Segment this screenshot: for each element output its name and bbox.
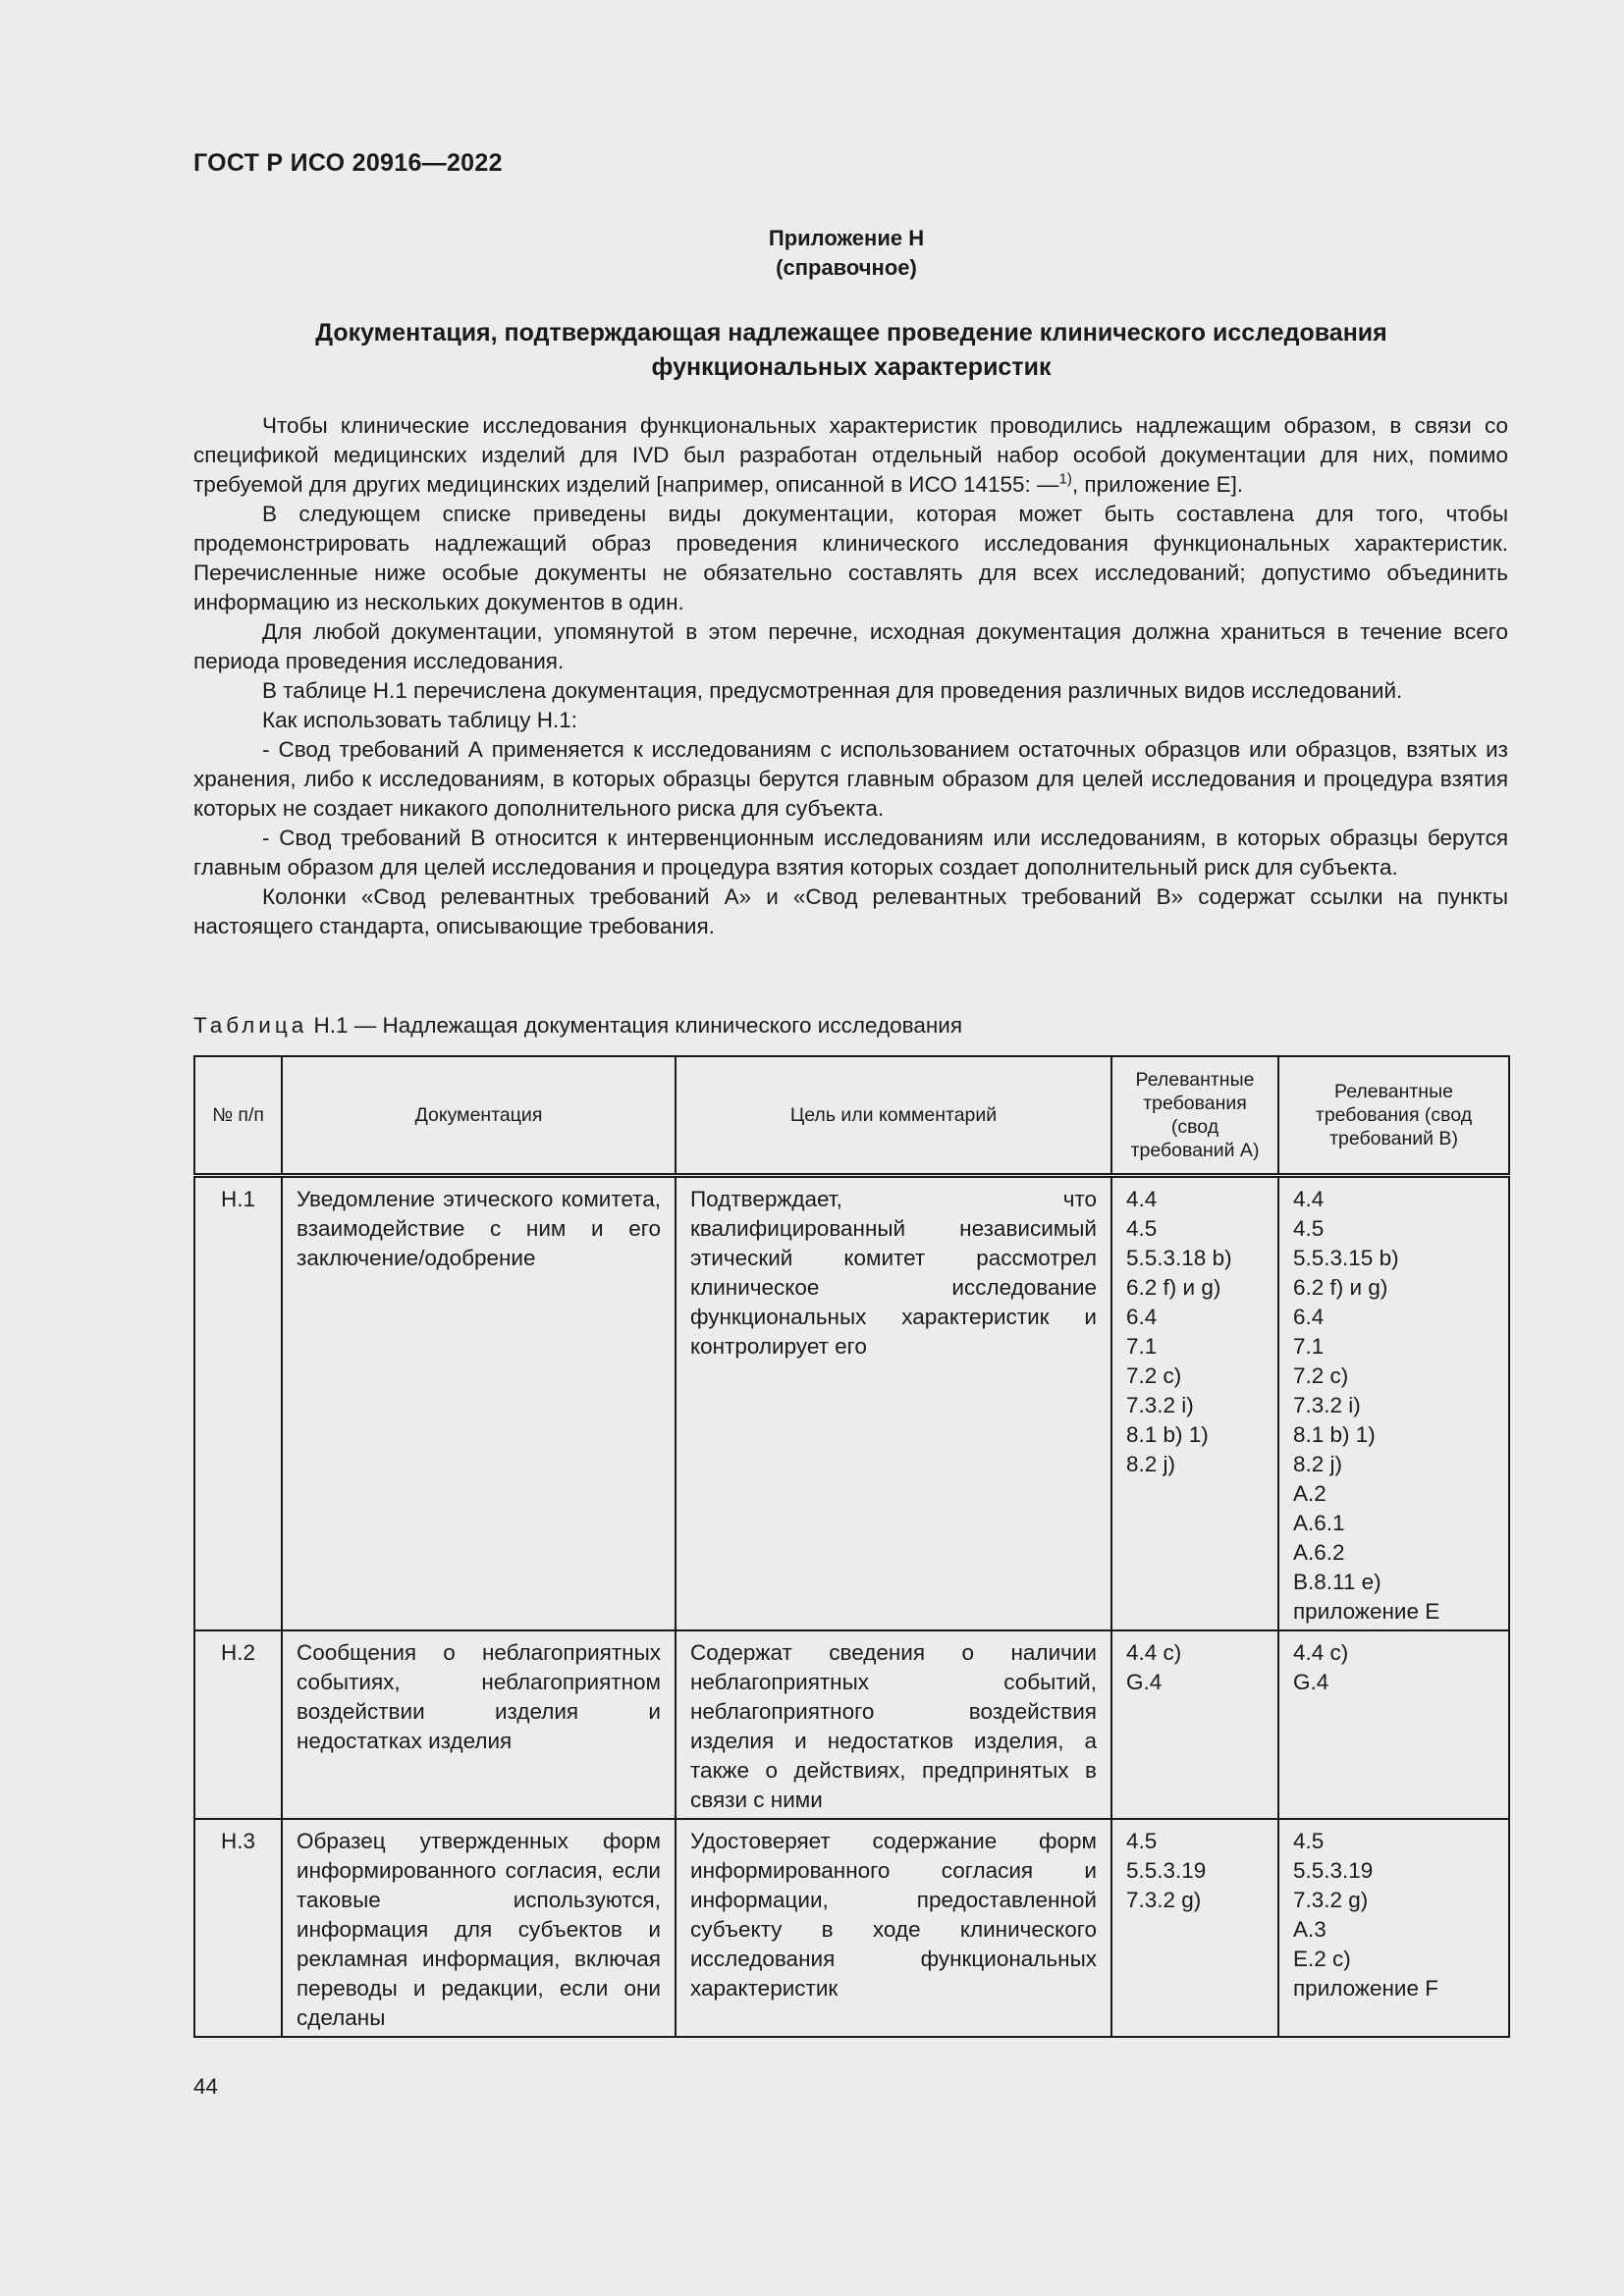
header-requirements-b: Релевантные требования (свод требований В) (1278, 1056, 1509, 1176)
table-header-row (194, 1056, 1509, 1176)
requirement-ref: 6.4 (1293, 1305, 1325, 1329)
appendix-heading (0, 224, 1624, 283)
row-requirements-a (1111, 1176, 1278, 1631)
paragraph: Колонки «Свод релевантных требований А» и «Свод релевантных требований В» содержат ссылки на пункты настоящего стандарта, описывающие требования. (193, 884, 1508, 938)
row-documentation: Сообщения о неблагоприятных событиях, неблагоприятном воздействии изделия и недостатках изделия (282, 1630, 676, 1819)
requirement-ref: 7.3.2 g) (1293, 1888, 1369, 1912)
requirement-ref: 7.3.2 g) (1126, 1888, 1202, 1912)
requirement-ref: 4.4 (1293, 1187, 1325, 1211)
footnote-ref: 1) (1058, 470, 1072, 488)
row-number: Н.2 (194, 1630, 282, 1819)
requirement-ref: 7.1 (1126, 1334, 1158, 1359)
table-caption (193, 1013, 962, 1039)
paragraph-text: , приложение Е]. (1071, 472, 1244, 497)
header-requirements-a: Релевантные требования (свод требований А) (1111, 1056, 1278, 1176)
requirement-ref: 8.1 b) 1) (1126, 1422, 1209, 1447)
paragraph: Для любой документации, упомянутой в этом перечне, исходная документация должна храниться в течение всего периода проведения исследования. (193, 619, 1508, 673)
table-caption-text: Н.1 — Надлежащая документация клинического исследования (313, 1013, 963, 1038)
requirement-ref: G.4 (1293, 1670, 1329, 1694)
requirement-ref: 4.5 (1126, 1216, 1158, 1241)
requirement-ref: 5.5.3.18 b) (1126, 1246, 1232, 1270)
requirement-ref: 7.3.2 i) (1293, 1393, 1361, 1417)
requirement-ref: 4.4 (1126, 1187, 1158, 1211)
paragraph: - Свод требований А применяется к исследованиям с использованием остаточных образцов или образцов, взятых из хранения, либо к исследованиям, в которых образцы берутся главным образом для целей исследования и процедура взятия которых не создает никакого дополнительного риска для субъекта. (193, 737, 1508, 821)
requirement-ref: 8.2 j) (1126, 1452, 1176, 1476)
table-body (194, 1176, 1509, 2038)
paragraph: В таблице Н.1 перечислена документация, предусмотренная для проведения различных видов исследований. (262, 678, 1403, 703)
requirement-ref: 4.5 (1293, 1829, 1325, 1853)
requirement-ref: 5.5.3.19 (1126, 1858, 1207, 1883)
row-purpose: Удостоверяет содержание форм информированного согласия и информации, предоставленной субъекту в ходе клинического исследования функциональных характеристик (676, 1819, 1111, 2037)
title-line-1: Документация, подтверждающая надлежащее проведение клинического исследования (315, 319, 1387, 347)
requirement-ref: 6.4 (1126, 1305, 1158, 1329)
requirement-ref: 4.5 (1126, 1829, 1158, 1853)
row-number: Н.1 (194, 1176, 282, 1631)
requirement-ref: 4.5 (1293, 1216, 1325, 1241)
requirement-ref: 6.2 f) и g) (1293, 1275, 1388, 1300)
requirement-ref: 8.2 j) (1293, 1452, 1343, 1476)
paragraph: В следующем списке приведены виды документации, которая может быть составлена для того, чтобы продемонстрировать надлежащий образ проведения клинического исследования функциональных характеристик. Перечисленные ниже особые документы не обязательно составлять для всех исследований; допустимо объединить информацию из нескольких документов в один. (193, 502, 1508, 614)
requirement-ref: 6.2 f) и g) (1126, 1275, 1221, 1300)
requirement-ref: E.2 c) (1293, 1947, 1351, 1971)
requirement-ref: A.6.2 (1293, 1540, 1345, 1565)
requirement-ref: 5.5.3.15 b) (1293, 1246, 1399, 1270)
requirement-ref: A.6.1 (1293, 1511, 1345, 1535)
requirement-ref: 4.4 c) (1126, 1640, 1182, 1665)
paragraph-text: Чтобы клинические исследования функциональных характеристик проводились надлежащим образом, в связи со спецификой медицинских изделий для IVD был разработан отдельный набор особой документации для них, помимо требуемой для других медицинских изделий [например, описанной в ИСО 14155: — (193, 413, 1508, 497)
requirement-ref: приложение F (1293, 1976, 1438, 2001)
header-num: № п/п (194, 1056, 282, 1176)
appendix-name: Приложение Н (768, 226, 925, 250)
requirement-ref: G.4 (1126, 1670, 1163, 1694)
requirement-ref: A.2 (1293, 1481, 1326, 1506)
paragraph: - Свод требований В относится к интервенционным исследованиям или исследованиям, в которых образцы берутся главным образом для целей исследования и процедура взятия которых создает дополнительный риск для субъекта. (193, 826, 1508, 880)
row-requirements-a (1111, 1819, 1278, 2037)
paragraph (193, 411, 1508, 500)
requirement-ref: 8.1 b) 1) (1293, 1422, 1376, 1447)
appendix-title (193, 316, 1509, 385)
table-row (194, 1176, 1509, 1631)
row-purpose: Содержат сведения о наличии неблагоприятных событий, неблагоприятного воздействия изделия и недостатков изделия, а также о действиях, предпринятых в связи с ними (676, 1630, 1111, 1819)
requirement-ref: 4.4 c) (1293, 1640, 1349, 1665)
header-documentation: Документация (282, 1056, 676, 1176)
row-requirements-b (1278, 1819, 1509, 2037)
requirement-ref: B.8.11 e) (1293, 1570, 1381, 1594)
row-requirements-b (1278, 1176, 1509, 1631)
table-row (194, 1819, 1509, 2037)
row-requirements-b (1278, 1630, 1509, 1819)
document-code: ГОСТ Р ИСО 20916—2022 (193, 149, 503, 177)
requirement-ref: 7.2 c) (1126, 1363, 1182, 1388)
body-text (193, 411, 1508, 941)
header-purpose: Цель или комментарий (676, 1056, 1111, 1176)
page-number: 44 (193, 2074, 219, 2099)
row-requirements-a (1111, 1630, 1278, 1819)
requirement-ref: 7.1 (1293, 1334, 1325, 1359)
title-line-2: функциональных характеристик (651, 353, 1052, 381)
row-documentation: Уведомление этического комитета, взаимодействие с ним и его заключение/одобрение (282, 1176, 676, 1631)
row-purpose: Подтверждает, что квалифицированный независимый этический комитет рассмотрел клиническое исследование функциональных характеристик и контролирует его (676, 1176, 1111, 1631)
paragraph: Как использовать таблицу Н.1: (262, 708, 577, 732)
requirement-ref: 5.5.3.19 (1293, 1858, 1374, 1883)
requirement-ref: A.3 (1293, 1917, 1326, 1942)
table-caption-prefix: Таблица (193, 1013, 308, 1038)
appendix-kind: (справочное) (776, 255, 917, 280)
row-documentation: Образец утвержденных форм информированного согласия, если таковые используются, информация для субъектов и рекламная информация, включая переводы и редакции, если они сделаны (282, 1819, 676, 2037)
requirement-ref: приложение Е (1293, 1599, 1440, 1624)
requirement-ref: 7.2 c) (1293, 1363, 1349, 1388)
documentation-table (193, 1055, 1510, 2038)
row-number: Н.3 (194, 1819, 282, 2037)
table-row (194, 1630, 1509, 1819)
requirement-ref: 7.3.2 i) (1126, 1393, 1194, 1417)
